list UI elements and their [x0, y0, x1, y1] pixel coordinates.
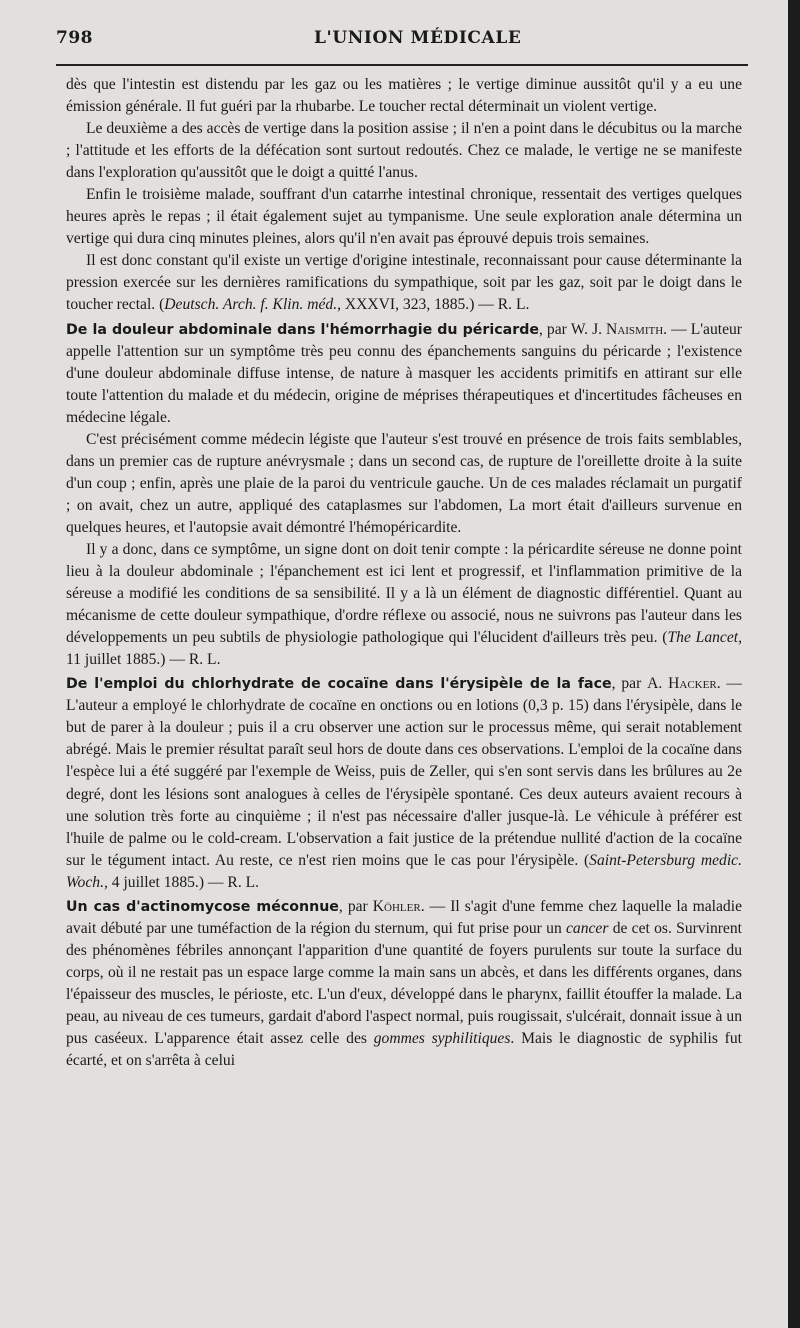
paragraph-conclusion-vertigo: Il est donc constant qu'il existe un vertige d'origine intestinale, reconnaissant pour cause déterminante la pression exercée sur les dernières ramifications du sympathique, soit par les gaz, soit par le doigt dans le toucher rectal. (Deutsch. Arch. f. Klin. méd., XXXVI, 323, 1885.) — R. L.	[66, 252, 742, 314]
article-author: A. Hacker	[647, 675, 717, 693]
citation-source: Deutsch. Arch. f. Klin. méd.	[164, 296, 338, 314]
article-title: De l'emploi du chlorhydrate de cocaïne dans l'érysipèle de la face	[66, 676, 612, 693]
running-title: L'UNION MÉDICALE	[314, 28, 522, 48]
page-body	[66, 74, 742, 1072]
article-title: Un cas d'actinomycose méconnue	[66, 898, 339, 915]
header-rule	[56, 64, 748, 66]
paragraph-legal-cases: C'est précisément comme médecin légiste que l'auteur s'est trouvé en présence de trois faits semblables, dans un premier cas de rupture anévrysmale ; dans un second cas, de rupture de l'oreillette droite à la suite d'un coup ; enfin, après une plaie de la paroi du ventricule gauche. Un de ces malades réclamait un purgatif ; on avait, chez un autre, appliqué des cataplasmes sur l'abdomen, La mort était d'ailleurs survenue en quelques heures, et l'autopsie avait démontré l'hémopéricardite.	[66, 430, 742, 536]
page-header	[56, 28, 748, 56]
article-title: De la douleur abdominale dans l'hémorrhagie du péricarde	[66, 321, 539, 338]
paragraph-diagnostic-sign: Il y a donc, dans ce symptôme, un signe dont on doit tenir compte : la péricardite séreuse ne donne point lieu à la douleur abdominale ; l'épanchement est ici lent et progressif, et l'inflammation primitive de la séreuse a modifié les conditions de sa sensibilité. Il y a là un élément de diagnostic différentiel. Quant au mécanisme de cette douleur sympathique, d'ordre réflexe ou associé, nous ne suivrons pas l'auteur dans les développements un peu subtils de physiologie pathologique qui l'élucident d'ailleurs très peu. (The Lancet, 11 juillet 1885.) — R. L.	[66, 540, 742, 669]
citation-source: Saint-Petersburg medic. Woch.,	[66, 851, 742, 891]
article-author: W. J. Naismith	[570, 320, 664, 338]
citation-source: The Lancet,	[667, 629, 742, 647]
article-pericardium: De la douleur abdominale dans l'hémorrhagie du péricarde, par W. J. Naismith. — L'auteur appelle l'attention sur un symptôme très peu connu des épanchements sanguins du péricarde ; l'existence d'une douleur abdominale diffuse intense, de nature à masquer les accidents primitifs en attirant sur elle toute l'attention du malade et du médecin, origine de méprises thérapeutiques et d'incertitudes fâcheuses en médecine légale.	[66, 320, 742, 426]
article-actinomycosis: Un cas d'actinomycose méconnue, par Köhler. — Il s'agit d'une femme chez laquelle la maladie avait débuté par une tuméfaction de la région du sternum, qui fut prise pour un cancer de cet os. Survinrent des phénomènes fébriles annonçant l'apparition d'une quantité de foyers purulents sur toute la surface du corps, où il ne restait pas un espace large comme la main sans un abcès, et dans les différents organes, dans l'épaisseur des muscles, le périoste, etc. L'un d'eux, développé dans le pharynx, faillit étouffer la malade. La peau, au niveau de ces tumeurs, gardait d'abord l'aspect normal, puis rougissait, s'ulcérait, donnait issue à un pus caséeux. L'apparence était assez celle des gommes syphilitiques. Mais le diagnostic de syphilis fut écarté, et on s'arrêta à celui	[66, 897, 742, 1070]
article-author: Köhler	[372, 897, 421, 915]
paragraph-intestinal-vertigo-continued: dès que l'intestin est distendu par les gaz ou les matières ; le vertige diminue aussitôt qu'il y a eu une émission générale. Il fut guéri par la rhubarbe. Le toucher rectal déterminait un violent vertige.	[66, 76, 742, 116]
paragraph-third-patient: Enfin le troisième malade, souffrant d'un catarrhe intestinal chronique, ressentait des vertiges quelques heures après le repas ; il était également sujet au tympanisme. Une seule exploration anale détermina un vertige qui dura cinq minutes pleines, alors qu'il n'en avait pas éprouvé depuis trois semaines.	[66, 186, 742, 248]
article-cocaine-erysipelas: De l'emploi du chlorhydrate de cocaïne dans l'érysipèle de la face, par A. Hacker. — L'auteur a employé le chlorhydrate de cocaïne en onctions ou en lotions (0,3 p. 15) dans l'érysipèle, dans le but de parer à la douleur ; puis il a cru observer une action sur le processus même, qui serait notablement abrégé. Mais le premier résultat paraît seul hors de doute dans ces observations. L'emploi de la cocaïne dans l'espèce lui a été suggéré par l'exemple de Weiss, puis de Zeller, qui s'en sont servis dans les brûlures au 2e degré, dont les lésions sont analogues à celles de l'érysipèle spontané. Ces deux auteurs avaient recours à une solution très forte au cinquième ; il n'est pas nécessaire d'aller jusque-là. Le véhicule à préférer est l'huile de palme ou le cold-cream. L'observation a fait justice de la prétendue nullité d'action de la cocaïne sur le tégument intact. Au reste, ce n'est rien moins que le cas pour l'érysipèle. (Saint-Petersburg medic. Woch., 4 juillet 1885.) — R. L.	[66, 675, 743, 891]
page-number: 798	[56, 28, 93, 48]
paragraph-second-patient: Le deuxième a des accès de vertige dans la position assise ; il n'en a point dans le décubitus ou la marche ; l'attitude et les efforts de la défécation sont surtout redoutés. Chez ce malade, le vertige ne se manifeste dans l'exploration qu'aussitôt que le doigt a quitté l'anus.	[66, 120, 742, 182]
